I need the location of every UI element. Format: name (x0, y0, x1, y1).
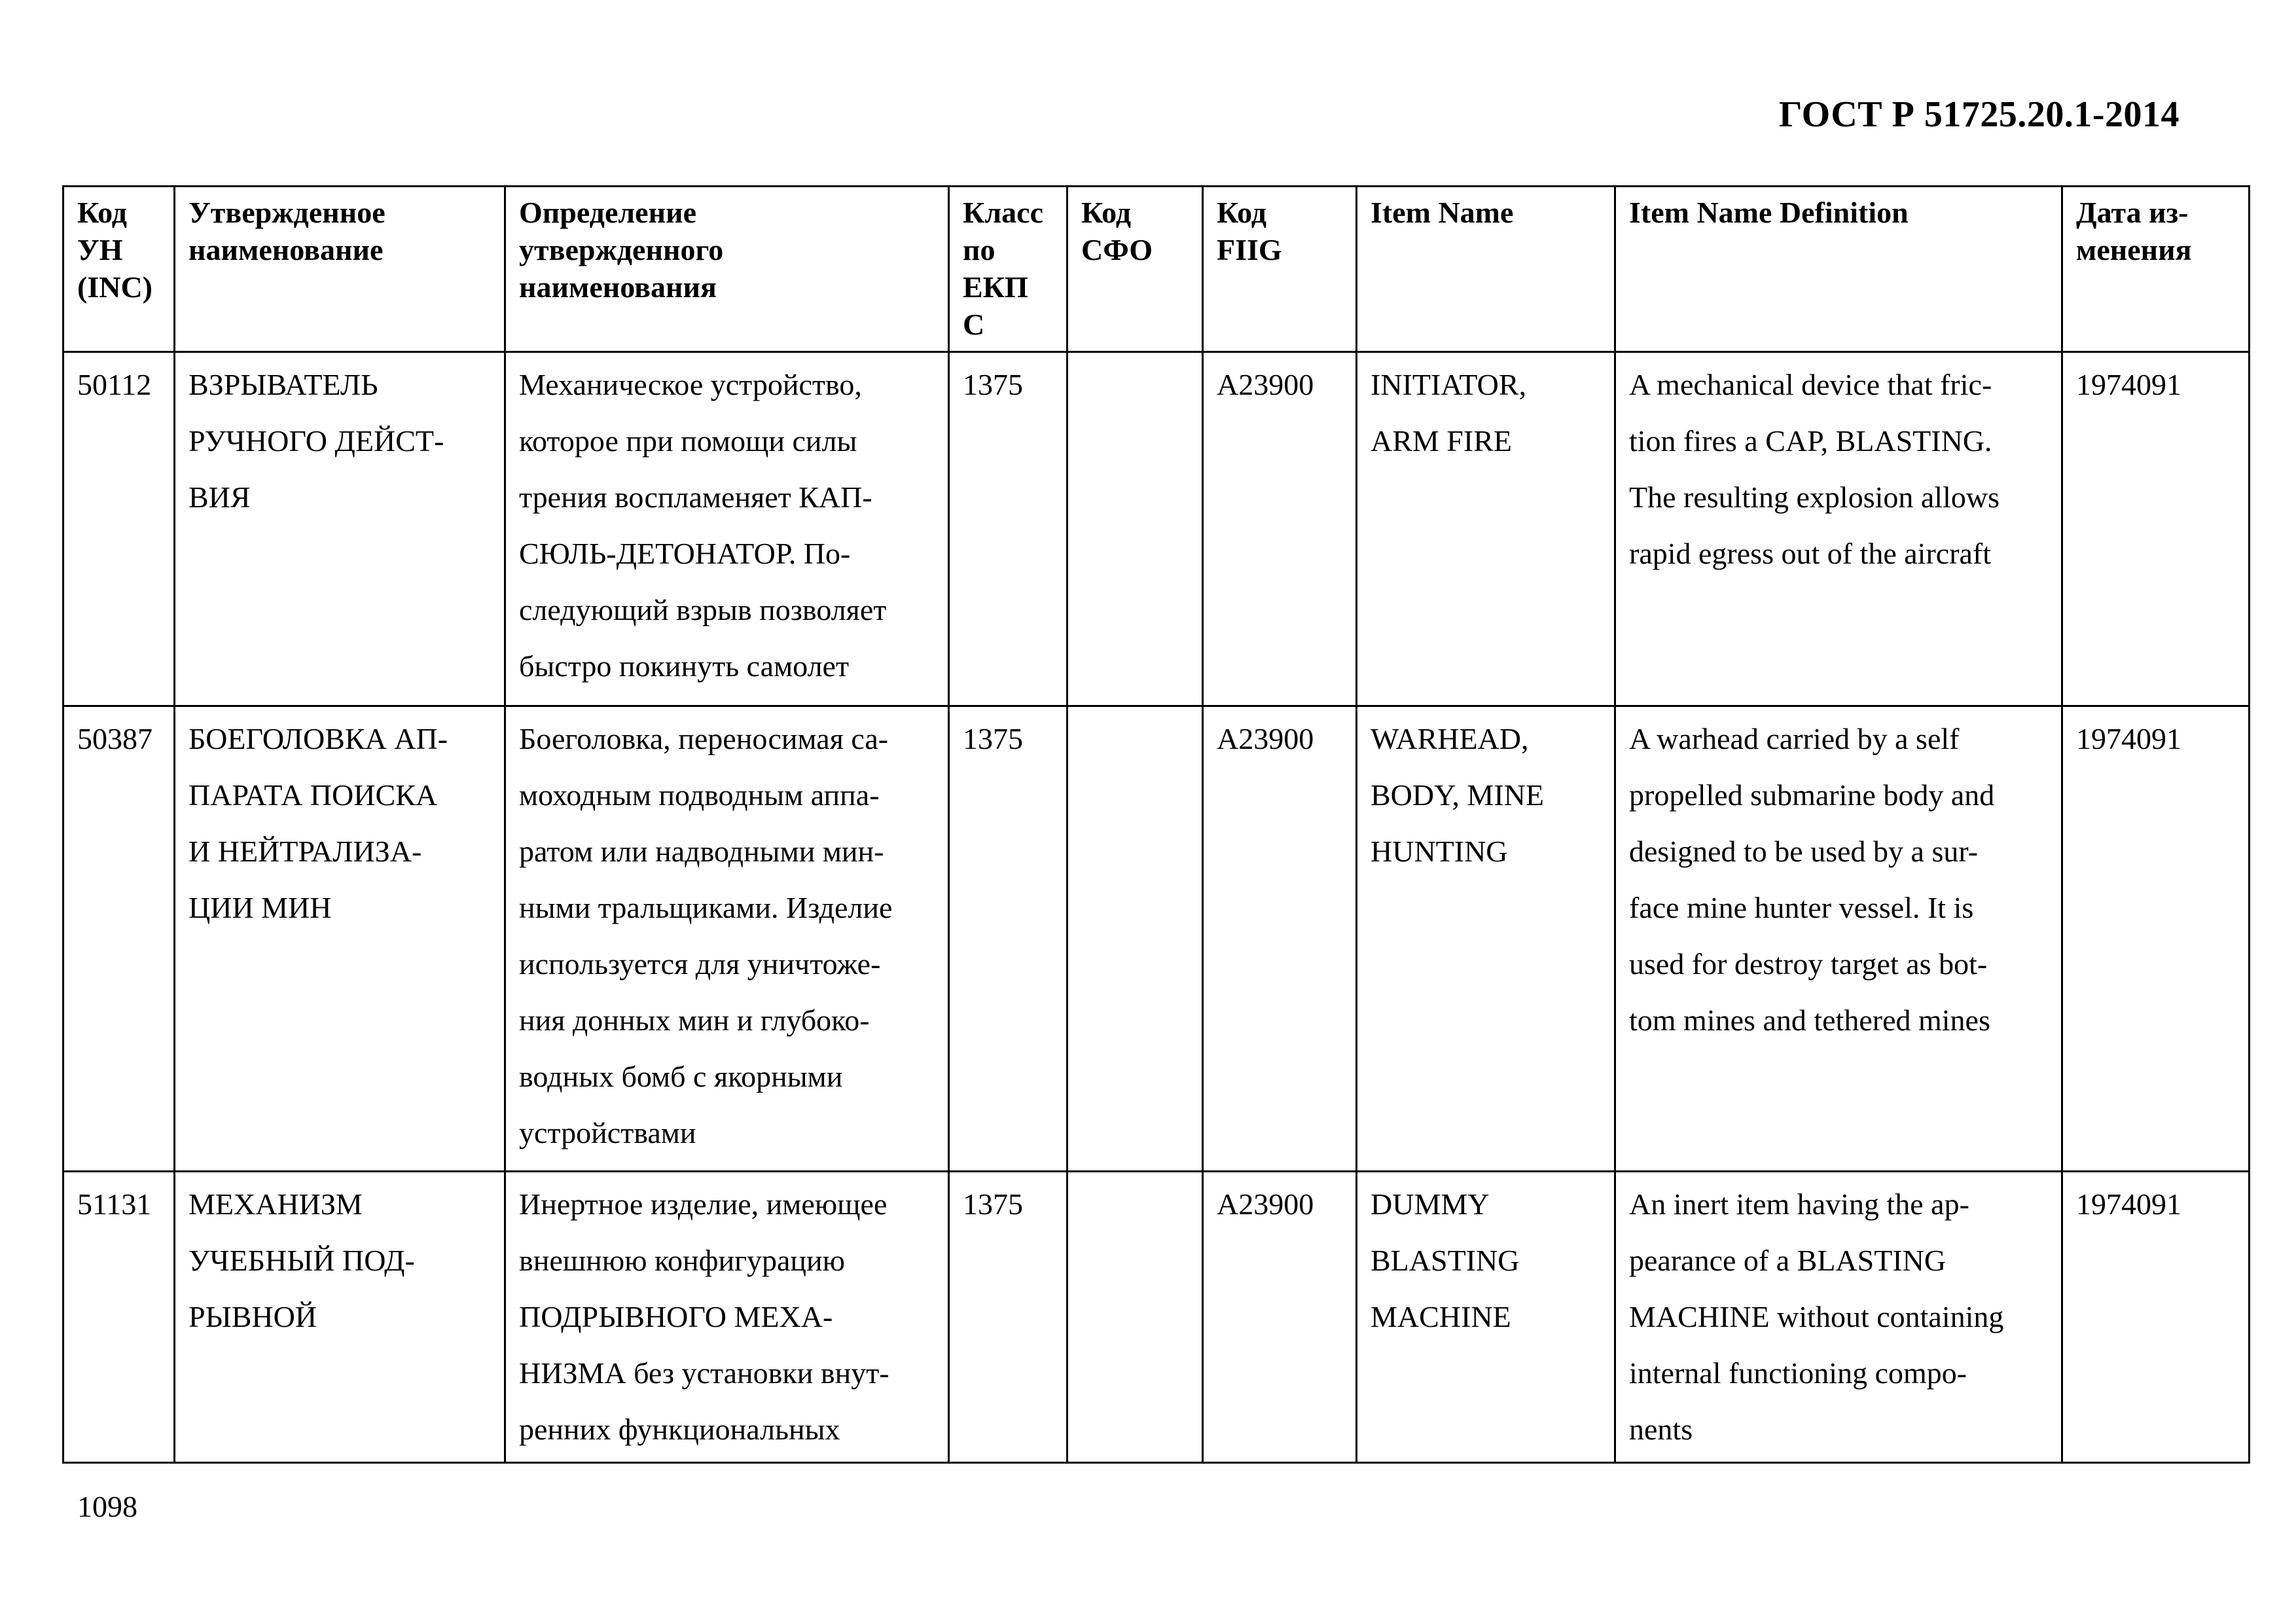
header-approved-name: Утвержденное наименование (175, 187, 505, 352)
cell-change-date: 1974091 (2062, 706, 2250, 1172)
cell-item-name: INITIATOR, ARM FIRE (1357, 352, 1615, 706)
header-sfo-code: Код СФО (1067, 187, 1203, 352)
cell-item-name: WARHEAD, BODY, MINE HUNTING (1357, 706, 1615, 1172)
cell-sfo-code (1067, 352, 1203, 706)
table-row (63, 706, 2250, 1172)
cell-definition: Боеголовка, переносимая са- моходным подводным аппа- ратом или надводными мин- ными тральщиками. Изделие используется для уничтоже- ния донных мин и глубоко- водных бомб с якорными устройствами (505, 706, 949, 1172)
cell-definition: Механическое устройство, которое при помощи силы трения воспламеняет КАП- СЮЛЬ-ДЕТОНАТОР. По- следующий взрыв позволяет быстро покинуть самолет (505, 352, 949, 706)
cell-fiig: A23900 (1203, 352, 1357, 706)
cell-inc: 50387 (63, 706, 175, 1172)
cell-item-name: DUMMY BLASTING MACHINE (1357, 1172, 1615, 1463)
cell-fiig: A23900 (1203, 1172, 1357, 1463)
cell-item-name-definition: A warhead carried by a self propelled submarine body and designed to be used by a sur- face mine hunter vessel. It is used for destroy target as bot- tom mines and tethered mines (1615, 706, 2062, 1172)
cell-change-date: 1974091 (2062, 352, 2250, 706)
cell-ekps-class: 1375 (949, 352, 1067, 706)
cell-item-name-definition: An inert item having the ap- pearance of a BLASTING MACHINE without containing internal functioning compo- nents (1615, 1172, 2062, 1463)
cell-ekps-class: 1375 (949, 706, 1067, 1172)
cell-definition: Инертное изделие, имеющее внешнюю конфигурацию ПОДРЫВНОГО МЕХА- НИЗМА без установки внут- ренних функциональных (505, 1172, 949, 1463)
cell-approved-name: ВЗРЫВАТЕЛЬ РУЧНОГО ДЕЙСТ- ВИЯ (175, 352, 505, 706)
cell-fiig: A23900 (1203, 706, 1357, 1172)
cell-item-name-definition: A mechanical device that fric- tion fires a CAP, BLASTING. The resulting explosion allows rapid egress out of the aircraft (1615, 352, 2062, 706)
cell-sfo-code (1067, 1172, 1203, 1463)
cell-inc: 51131 (63, 1172, 175, 1463)
header-ekps-class: Класс по ЕКП С (949, 187, 1067, 352)
table-header-row (63, 187, 2250, 352)
standard-code-header: ГОСТ Р 51725.20.1-2014 (1778, 94, 2179, 135)
cell-change-date: 1974091 (2062, 1172, 2250, 1463)
table-row (63, 1172, 2250, 1463)
table-row (63, 352, 2250, 706)
header-inc: Код УН (INC) (63, 187, 175, 352)
header-item-name-definition: Item Name Definition (1615, 187, 2062, 352)
cell-inc: 50112 (63, 352, 175, 706)
cell-sfo-code (1067, 706, 1203, 1172)
cell-approved-name: БОЕГОЛОВКА АП- ПАРАТА ПОИСКА И НЕЙТРАЛИЗА- ЦИИ МИН (175, 706, 505, 1172)
header-fiig: Код FIIG (1203, 187, 1357, 352)
page-number: 1098 (77, 1490, 137, 1523)
header-change-date: Дата из- менения (2062, 187, 2250, 352)
cell-approved-name: МЕХАНИЗМ УЧЕБНЫЙ ПОД- РЫВНОЙ (175, 1172, 505, 1463)
header-item-name: Item Name (1357, 187, 1615, 352)
catalog-table (62, 185, 2250, 1464)
header-definition: Определение утвержденного наименования (505, 187, 949, 352)
cell-ekps-class: 1375 (949, 1172, 1067, 1463)
